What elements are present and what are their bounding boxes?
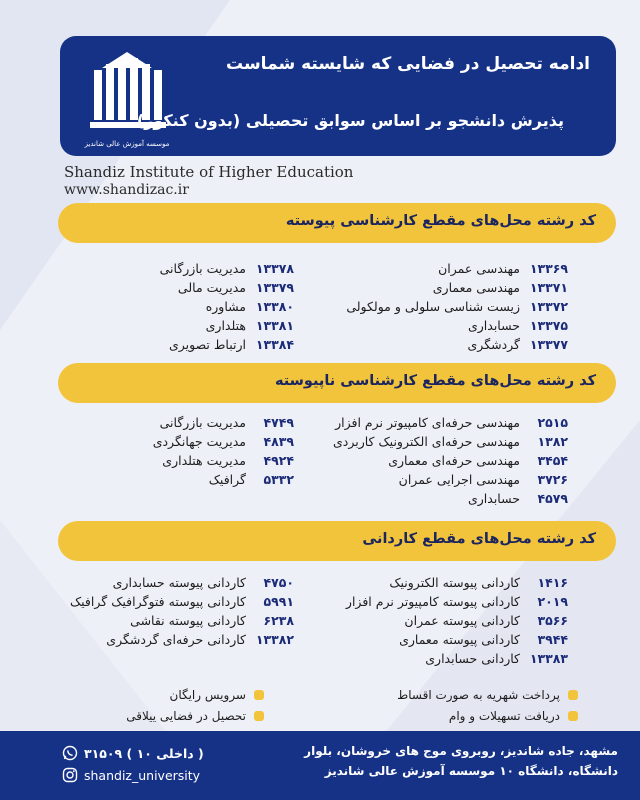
program-name: حسابداری	[467, 318, 520, 333]
feature-label: تحصیل در فضایی ییلاقی	[126, 709, 246, 723]
bullet-icon	[254, 690, 264, 700]
program-row	[333, 451, 568, 470]
program-row	[160, 278, 294, 297]
program-name: کاردانی پیوسته عمران	[404, 613, 520, 628]
program-name: مدیریت هتلداری	[162, 453, 246, 468]
program-code: ۱۳۳۷۵	[529, 318, 568, 333]
program-name: کاردانی حرفه‌ای گردشگری	[106, 632, 246, 647]
program-row	[346, 630, 568, 649]
program-code: ۱۳۳۷۱	[529, 280, 568, 295]
program-name: کاردانی پیوسته نقاشی	[130, 613, 246, 628]
program-row	[70, 611, 294, 630]
program-row	[153, 451, 294, 470]
program-code: ۳۴۵۴	[537, 453, 568, 468]
program-code: ۶۲۳۸	[263, 613, 294, 628]
program-list-right	[346, 573, 568, 668]
program-code: ۳۷۲۶	[537, 472, 568, 487]
program-name: کاردانی حسابداری	[425, 651, 520, 666]
program-code: ۱۳۳۷۹	[255, 280, 294, 295]
program-code: ۱۳۳۷۸	[255, 261, 294, 276]
program-name: مدیریت جهانگردی	[152, 434, 246, 449]
program-row	[346, 649, 568, 668]
program-code: ۲۵۱۵	[537, 415, 568, 430]
section-title: کد رشته محل‌های مقطع کاردانی	[362, 531, 596, 547]
program-name: کاردانی پیوسته حسابداری	[112, 575, 246, 590]
program-code: ۴۵۷۹	[537, 491, 568, 506]
program-code: ۲۰۱۹	[537, 594, 568, 609]
bullet-icon	[568, 711, 578, 721]
program-name: مهندسی اجرایی عمران	[398, 472, 520, 487]
bullet-icon	[254, 711, 264, 721]
program-code: ۱۳۳۸۰	[255, 299, 294, 314]
feature-summer-campus	[126, 709, 264, 723]
program-name: ارتباط تصویری	[168, 337, 246, 352]
program-code: ۵۹۹۱	[263, 594, 294, 609]
program-name: مهندسی عمران	[438, 261, 520, 276]
logo-caption: موسسه آموزش عالی شاندیز	[84, 140, 170, 148]
phone-row[interactable]	[62, 742, 204, 764]
contact-info	[62, 742, 204, 786]
program-row	[160, 316, 294, 335]
section-banner-associate	[58, 521, 616, 561]
program-list-right	[333, 413, 568, 508]
program-row	[346, 573, 568, 592]
instagram-icon	[62, 767, 78, 783]
program-code: ۱۳۳۷۲	[529, 299, 568, 314]
program-name: زیست شناسی سلولی و مولکولی	[346, 299, 520, 314]
program-code: ۵۳۳۲	[263, 472, 294, 487]
program-row	[70, 573, 294, 592]
program-list-left	[70, 573, 294, 649]
program-row	[346, 297, 568, 316]
section-title: کد رشته محل‌های مقطع کارشناسی پیوسته	[285, 213, 596, 229]
program-row	[160, 297, 294, 316]
program-row	[153, 413, 294, 432]
program-code: ۴۸۳۹	[263, 434, 294, 449]
program-row	[160, 259, 294, 278]
program-row	[346, 335, 568, 354]
instagram-handle: shandiz_university	[84, 767, 201, 783]
feature-label: دریافت تسهیلات و وام	[448, 709, 560, 723]
program-name: مدیریت بازرگانی	[159, 261, 246, 276]
feature-label: سرویس رایگان	[169, 688, 246, 702]
program-code: ۱۳۳۸۳	[529, 651, 568, 666]
program-row	[153, 432, 294, 451]
program-name: کاردانی پیوسته معماری	[399, 632, 520, 647]
header-tagline: ادامه تحصیل در فضایی که شایسته شماست	[225, 54, 590, 74]
program-row	[333, 413, 568, 432]
program-row	[346, 278, 568, 297]
instagram-row[interactable]	[62, 764, 204, 786]
program-name: گرافیک	[208, 472, 246, 487]
whatsapp-icon	[62, 745, 78, 761]
address	[304, 741, 618, 781]
program-name: مدیریت مالی	[177, 280, 246, 295]
program-code: ۴۷۵۰	[263, 575, 294, 590]
program-list-left	[160, 259, 294, 354]
feature-loans	[449, 709, 578, 723]
program-list-right	[346, 259, 568, 354]
program-row	[160, 335, 294, 354]
program-code: ۱۳۳۷۷	[529, 337, 568, 352]
program-code: ۴۷۴۹	[263, 415, 294, 430]
program-row	[70, 592, 294, 611]
shandiz-logo	[72, 46, 182, 148]
program-name: گردشگری	[467, 337, 520, 352]
program-name: مدیریت بازرگانی	[159, 415, 246, 430]
program-name: مهندسی معماری	[432, 280, 520, 295]
program-code: ۱۳۳۸۲	[255, 632, 294, 647]
program-code: ۱۳۸۲	[537, 434, 568, 449]
bullet-icon	[568, 690, 578, 700]
program-name: هتلداری	[205, 318, 246, 333]
feature-label: پرداخت شهریه به صورت اقساط	[397, 688, 560, 702]
feature-free-service	[170, 688, 265, 702]
program-name: مهندسی حرفه‌ای الکترونیک کاربردی	[332, 434, 520, 449]
website-link[interactable]: www.shandizac.ir	[64, 182, 189, 198]
address-line: مشهد، جاده شاندیز، روبروی موج های خروشان، بلوار	[304, 744, 618, 758]
program-row	[346, 592, 568, 611]
program-row	[333, 489, 568, 508]
program-code: ۱۳۳۸۴	[255, 337, 294, 352]
section-banner-bachelor-continuous	[58, 203, 616, 243]
program-code: ۱۳۳۸۱	[255, 318, 294, 333]
section-title: کد رشته محل‌های مقطع کارشناسی ناپیوسته	[274, 373, 596, 389]
feature-installments	[397, 688, 578, 702]
program-row	[333, 432, 568, 451]
program-row	[346, 316, 568, 335]
address-line: دانشگاه، دانشگاه ۱۰ موسسه آموزش عالی شاندیز	[324, 764, 618, 778]
program-code: ۱۳۳۶۹	[529, 261, 568, 276]
program-list-left	[153, 413, 294, 489]
program-code: ۳۹۴۴	[537, 632, 568, 647]
program-name: حسابداری	[467, 491, 520, 506]
header-subtitle: پذیرش دانشجو بر اساس سوابق تحصیلی (بدون کنکور)	[136, 111, 564, 130]
program-name: کاردانی پیوسته کامپیوتر نرم افزار	[345, 594, 520, 609]
program-row	[346, 611, 568, 630]
program-name: مشاوره	[205, 299, 246, 314]
program-name: مهندسی حرفه‌ای معماری	[388, 453, 520, 468]
program-name: مهندسی حرفه‌ای کامپیوتر نرم افزار	[335, 415, 520, 430]
section-banner-bachelor-noncontinuous	[58, 363, 616, 403]
footer	[0, 731, 640, 800]
program-row	[70, 630, 294, 649]
program-row	[346, 259, 568, 278]
phone-number: ( داخلی ۱۰ ) ۳۱۵۰۹	[84, 745, 204, 761]
program-code: ۱۴۱۶	[537, 575, 568, 590]
program-code: ۳۵۶۶	[537, 613, 568, 628]
program-code: ۴۹۲۴	[263, 453, 294, 468]
program-row	[333, 470, 568, 489]
header-banner	[60, 36, 616, 156]
program-name: کاردانی پیوسته فتوگرافیک گرافیک	[69, 594, 246, 609]
institution-name: Shandiz Institute of Higher Education	[64, 163, 354, 181]
program-row	[153, 470, 294, 489]
program-name: کاردانی پیوسته الکترونیک	[389, 575, 520, 590]
